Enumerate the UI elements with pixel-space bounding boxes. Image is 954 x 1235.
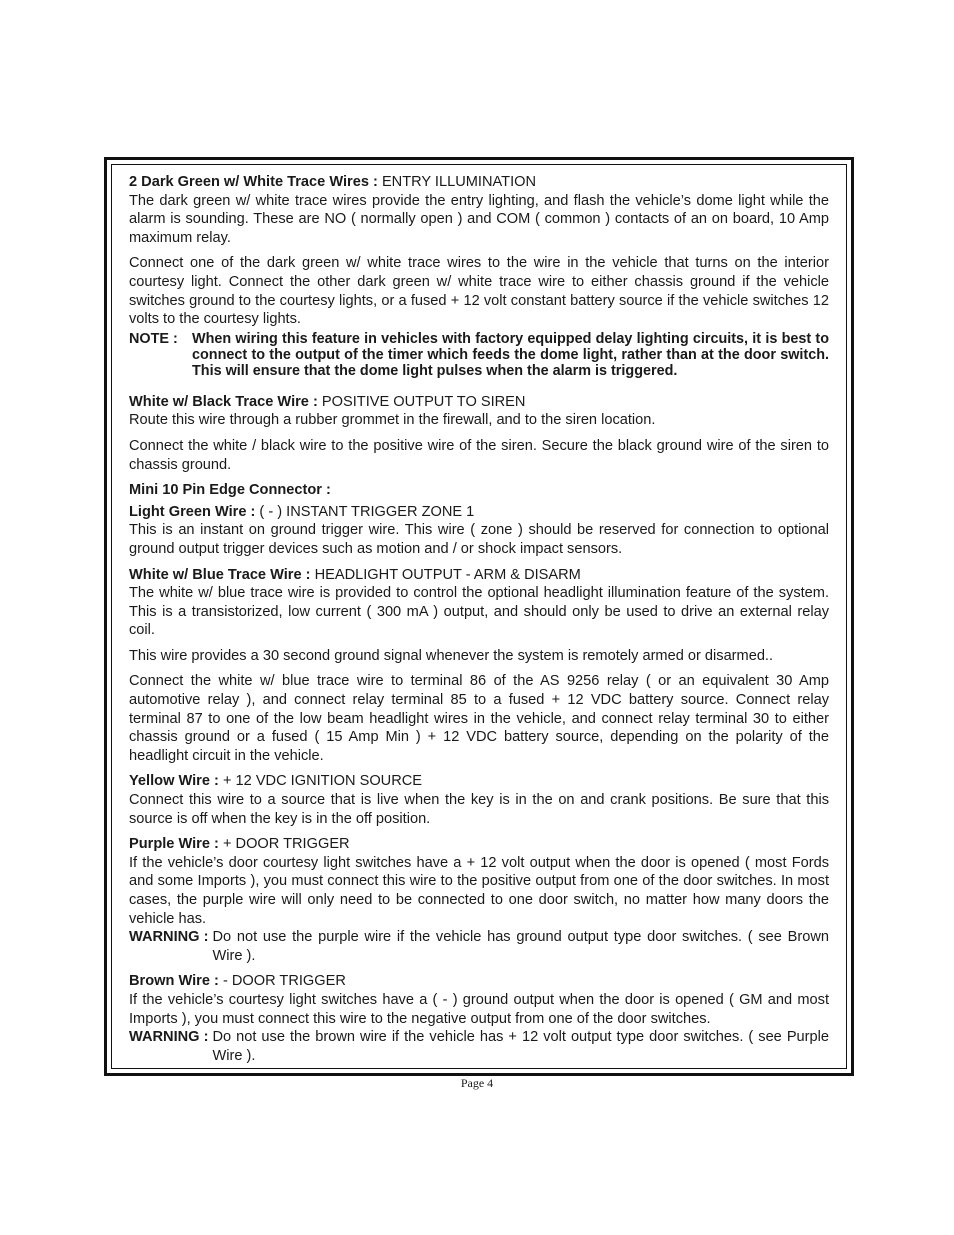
wire-label: Purple Wire : xyxy=(129,836,219,853)
section-heading-purple xyxy=(129,835,829,854)
note-text: When wiring this feature in vehicles with factory equipped delay lighting circuits, it is best to connect to the output of the timer which feeds the dome light, rather than at the door switch. This will ensure that the dome light pulses when the alarm is triggered. xyxy=(192,330,829,379)
warning-block xyxy=(129,928,829,965)
section-heading-brown xyxy=(129,972,829,991)
section-heading-entry xyxy=(129,173,829,192)
section-heading-headlight xyxy=(129,566,829,585)
paragraph: The white w/ blue trace wire is provided to control the optional headlight illumination feature of the system. This is a transistorized, low current ( 300 mA ) output, and should only be used to drive an external relay coil. xyxy=(129,585,829,639)
wire-function: ENTRY ILLUMINATION xyxy=(381,174,537,190)
note-label: NOTE : xyxy=(129,330,178,347)
paragraph: The dark green w/ white trace wires provide the entry lighting, and flash the vehicle’s dome light while the alarm is sounding. These are NO ( normally open ) and COM ( common ) contacts of an on board, 10 Amp maximum relay. xyxy=(129,192,829,246)
wire-function: + DOOR TRIGGER xyxy=(222,836,350,853)
section-heading-siren xyxy=(129,393,829,412)
paragraph: This wire provides a 30 second ground signal whenever the system is remotely armed or disarmed.. xyxy=(129,647,774,664)
paragraph: This is an instant on ground trigger wire. This wire ( zone ) should be reserved for connection to optional ground output trigger devices such as motion and / or shock impact sensors. xyxy=(129,522,829,557)
warning-text: Do not use the brown wire if the vehicle has + 12 volt output type door switches. ( see Purple Wire ). xyxy=(212,1029,829,1064)
warning-block xyxy=(129,1028,829,1065)
wire-function: + 12 VDC IGNITION SOURCE xyxy=(222,773,423,790)
wire-label: White w/ Blue Trace Wire : xyxy=(129,566,311,583)
paragraph: If the vehicle’s door courtesy light switches have a + 12 volt output when the door is opened ( most Fords and some Imports ), you must connect this wire to the positive output from one of the door switches. In most cases, the purple wire will only need to be connected to one door switch, no matter how many doors the vehicle has. xyxy=(129,854,829,927)
paragraph: Connect the white w/ blue trace wire to terminal 86 of the AS 9256 relay ( or an equivalent 30 Amp automotive relay ), and connect relay terminal 85 to a fused + 12 VDC battery source. Connect relay terminal 87 to one of the low beam headlight wires in the vehicle, and connect relay terminal 30 to either chassis ground or a fused ( 15 Amp Min ) + 12 VDC battery source, depending on the polarity of the headlight circuit in the vehicle. xyxy=(129,673,829,764)
note-block xyxy=(129,331,829,379)
paragraph: Connect the white / black wire to the positive wire of the siren. Secure the black ground wire of the siren to chassis ground. xyxy=(129,437,829,473)
connector-heading: Mini 10 Pin Edge Connector : xyxy=(129,482,331,499)
wire-label: Yellow Wire : xyxy=(129,773,219,790)
wire-function: - DOOR TRIGGER xyxy=(222,973,346,990)
page-number: Page 4 xyxy=(460,1076,494,1090)
warning-text: Do not use the purple wire if the vehicle has ground output type door switches. ( see Brown Wire ). xyxy=(212,929,829,964)
wire-function: HEADLIGHT OUTPUT - ARM & DISARM xyxy=(314,566,581,583)
paragraph: Route this wire through a rubber grommet in the firewall, and to the siren location. xyxy=(129,412,656,429)
paragraph: Connect this wire to a source that is live when the key is in the on and crank positions. Be sure that this source is off when the key is in the off position. xyxy=(129,792,829,827)
warning-label: WARNING : xyxy=(129,1029,209,1046)
document-body xyxy=(129,173,829,1065)
paragraph: If the vehicle’s courtesy light switches have a ( - ) ground output when the door is opened ( GM and most Imports ), you must connect this wire to the negative output from one of the door switches. xyxy=(129,991,829,1027)
wire-function: ( - ) INSTANT TRIGGER ZONE 1 xyxy=(259,503,475,520)
section-heading-yellow xyxy=(129,772,829,791)
wire-label: Brown Wire : xyxy=(129,973,219,990)
wire-label: White w/ Black Trace Wire : xyxy=(129,393,318,410)
paragraph: Connect one of the dark green w/ white trace wires to the wire in the vehicle that turns on the interior courtesy light. Connect the other dark green w/ white trace wire to either chassis ground if the vehicle switches ground to the courtesy lights, or a fused + 12 volt constant battery source if the vehicle switches 12 volts to the courtesy lights. xyxy=(129,255,829,328)
warning-label: WARNING : xyxy=(129,929,209,946)
wire-function: POSITIVE OUTPUT TO SIREN xyxy=(321,393,526,410)
section-heading-light-green xyxy=(129,503,829,522)
wire-label: 2 Dark Green w/ White Trace Wires : xyxy=(129,174,378,190)
wire-label: Light Green Wire : xyxy=(129,503,256,520)
